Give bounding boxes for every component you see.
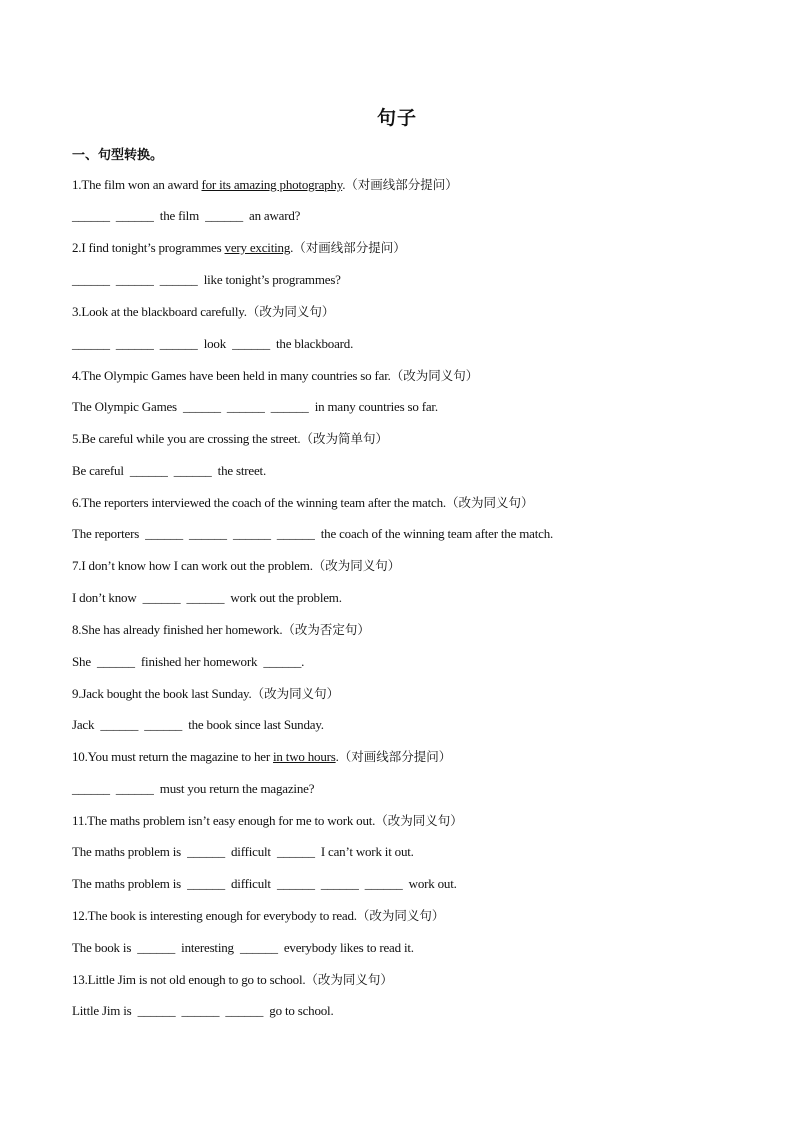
answer-line-11b[interactable]: The maths problem is ______ difficult ______ ______ ______ work out. — [72, 876, 457, 891]
answer-line-10[interactable]: ______ ______ must you return the magazine? — [72, 781, 315, 796]
question-7 — [72, 557, 400, 575]
instruction: （改为同义句） — [390, 368, 479, 383]
instruction: （改为同义句） — [312, 558, 401, 573]
question-text: 2.I find tonight’s programmes — [72, 240, 225, 255]
question-4 — [72, 367, 478, 385]
question-1: 1.The film won an award for its amazing photography.（对画线部分提问） — [72, 177, 458, 192]
instruction: （改为否定句） — [282, 622, 370, 637]
question-text: 1.The film won an award — [72, 177, 202, 192]
instruction: （改为同义句） — [246, 304, 335, 319]
question-text: 13.Little Jim is not old enough to go to school. — [72, 972, 306, 987]
question-text: 8.She has already finished her homework. — [72, 622, 283, 637]
answer-line-9[interactable]: Jack ______ ______ the book since last Sunday. — [72, 717, 324, 732]
answer-line-3[interactable]: ______ ______ ______ look ______ the blackboard. — [72, 336, 354, 351]
answer-line-13[interactable]: Little Jim is ______ ______ ______ go to school. — [72, 1003, 334, 1018]
question-text: 4.The Olympic Games have been held in many countries so far. — [72, 368, 391, 383]
question-text: 10.You must return the magazine to her — [72, 749, 274, 764]
question-8 — [72, 621, 370, 639]
question-text: 5.Be careful while you are crossing the street. — [72, 431, 301, 446]
instruction: （改为简单句） — [300, 431, 389, 446]
answer-line-8[interactable]: She ______ finished her homework ______. — [72, 654, 305, 669]
question-text: 3.Look at the blackboard carefully. — [72, 304, 247, 319]
instruction: （改为同义句） — [375, 813, 463, 828]
question-5 — [72, 430, 388, 448]
instruction: （改为同义句） — [445, 495, 534, 510]
question-13 — [72, 971, 393, 989]
answer-line-2[interactable]: ______ ______ ______ like tonight’s programmes? — [72, 272, 341, 287]
instruction: （对画线部分提问） — [345, 177, 458, 192]
underlined-part: very exciting — [224, 240, 291, 255]
question-9 — [72, 685, 339, 703]
answer-line-1[interactable]: ______ ______ the film ______ an award? — [72, 208, 301, 223]
instruction: （改为同义句） — [305, 972, 393, 987]
question-3 — [72, 303, 334, 321]
page-title: 句子 — [376, 107, 417, 129]
question-2: 2.I find tonight’s programmes very exciting.（对画线部分提问） — [72, 240, 406, 255]
answer-line-4[interactable]: The Olympic Games ______ ______ ______ in many countries so far. — [72, 399, 438, 414]
question-11 — [72, 812, 463, 830]
instruction: （改为同义句） — [251, 686, 340, 701]
question-text: 7.I don’t know how I can work out the problem. — [72, 558, 313, 573]
question-10: 10.You must return the magazine to her in two hours.（对画线部分提问） — [72, 749, 452, 764]
answer-line-11a[interactable]: The maths problem is ______ difficult ______ I can’t work it out. — [72, 844, 414, 859]
answer-line-12[interactable]: The book is ______ interesting ______ everybody likes to read it. — [72, 940, 414, 955]
answer-line-5[interactable]: Be careful ______ ______ the street. — [72, 463, 267, 478]
instruction: （对画线部分提问） — [338, 749, 452, 764]
question-text: 12.The book is interesting enough for everybody to read. — [72, 908, 357, 923]
question-6 — [72, 494, 533, 512]
question-text: 11.The maths problem isn’t easy enough for me to work out. — [72, 813, 376, 828]
answer-line-6[interactable]: The reporters ______ ______ ______ ______ the coach of the winning team after the match. — [72, 526, 554, 541]
section-heading: 一、句型转换。 — [72, 148, 164, 163]
underlined-part: for its amazing photography — [201, 177, 343, 192]
instruction: （改为同义句） — [356, 908, 445, 923]
question-12 — [72, 907, 444, 925]
question-text: 9.Jack bought the book last Sunday. — [72, 686, 252, 701]
instruction: （对画线部分提问） — [293, 240, 406, 255]
underlined-part: in two hours — [273, 749, 336, 764]
question-text: 6.The reporters interviewed the coach of the winning team after the match. — [72, 495, 446, 510]
answer-line-7[interactable]: I don’t know ______ ______ work out the problem. — [72, 590, 342, 605]
